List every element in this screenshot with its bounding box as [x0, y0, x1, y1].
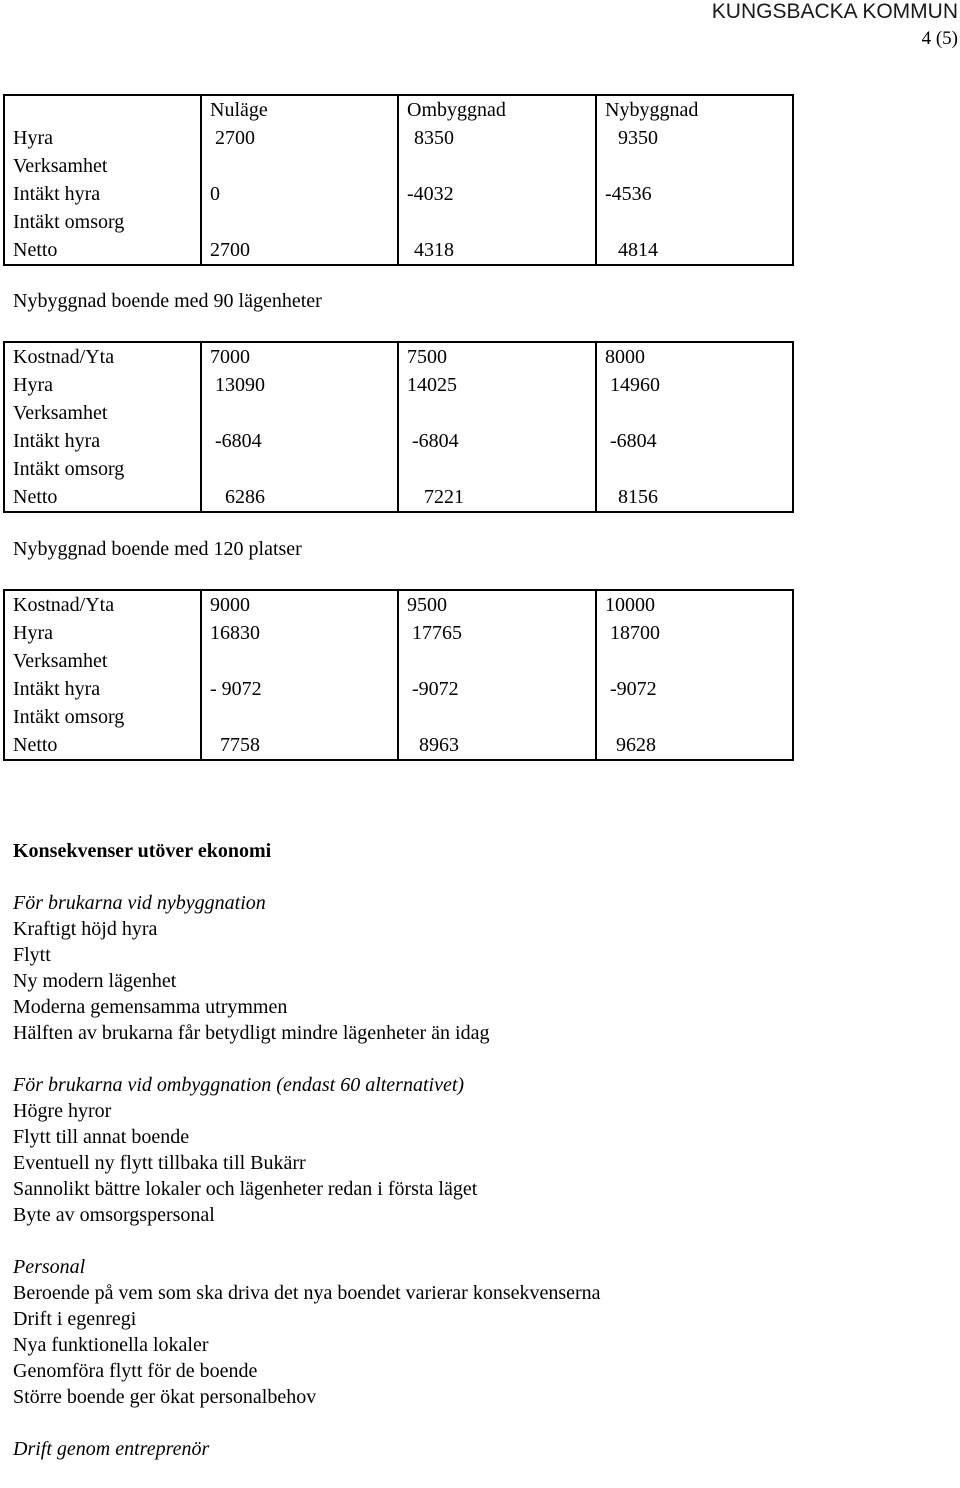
consequence-section: [13, 1072, 943, 1228]
section-title: För brukarna vid ombyggnation (endast 60 alternativet): [13, 1074, 465, 1096]
section-line: Nya funktionella lokaler: [13, 1334, 209, 1356]
value-cell: 6286: [201, 483, 398, 512]
value-cell: [596, 399, 793, 427]
value-cell: 9500: [398, 590, 596, 619]
row-label-cell: Intäkt omsorg: [4, 455, 201, 483]
table-row: [4, 124, 793, 152]
value-cell: -9072: [596, 675, 793, 703]
table-row: [4, 95, 793, 124]
value-cell: [201, 208, 398, 236]
caption-120-places: Nybyggnad boende med 120 platser: [13, 538, 302, 560]
section-line: Kraftigt höjd hyra: [13, 918, 158, 940]
section-title: Personal: [13, 1256, 86, 1278]
value-cell: Ombyggnad: [398, 95, 596, 124]
value-cell: [201, 455, 398, 483]
table-row: [4, 703, 793, 731]
table-row: [4, 455, 793, 483]
value-cell: 7500: [398, 342, 596, 371]
value-cell: 8156: [596, 483, 793, 512]
table-row: [4, 731, 793, 760]
section-line: Eventuell ny flytt tillbaka till Bukärr: [13, 1152, 306, 1174]
consequence-section: [13, 890, 943, 1046]
table-row: [4, 483, 793, 512]
value-cell: 9000: [201, 590, 398, 619]
value-cell: [398, 399, 596, 427]
consequences-text: [13, 838, 943, 1488]
value-cell: -6804: [201, 427, 398, 455]
section-line: Beroende på vem som ska driva det nya boendet varierar konsekvenserna: [13, 1282, 601, 1304]
section-title: Drift genom entreprenör: [13, 1438, 210, 1460]
table-row: [4, 427, 793, 455]
consequence-section: [13, 1254, 943, 1410]
table-row: [4, 236, 793, 265]
cost-table-current: [3, 94, 794, 266]
value-cell: 2700: [201, 124, 398, 152]
section-line: Högre hyror: [13, 1100, 112, 1122]
value-cell: 7000: [201, 342, 398, 371]
cost-table-120-places: [3, 589, 794, 761]
value-cell: [201, 703, 398, 731]
value-cell: [398, 703, 596, 731]
value-cell: -4032: [398, 180, 596, 208]
value-cell: [201, 399, 398, 427]
table-row: [4, 647, 793, 675]
value-cell: 9628: [596, 731, 793, 760]
row-label-cell: Verksamhet: [4, 152, 201, 180]
table-row: [4, 371, 793, 399]
row-label-cell: Intäkt hyra: [4, 675, 201, 703]
value-cell: -9072: [398, 675, 596, 703]
value-cell: 8963: [398, 731, 596, 760]
value-cell: 7758: [201, 731, 398, 760]
value-cell: 13090: [201, 371, 398, 399]
table-row: [4, 152, 793, 180]
table-row: [4, 342, 793, 371]
row-label-cell: Kostnad/Yta: [4, 342, 201, 371]
value-cell: [596, 455, 793, 483]
caption-90-apartments: Nybyggnad boende med 90 lägenheter: [13, 290, 322, 312]
organization-name: KUNGSBACKA KOMMUN: [711, 0, 958, 23]
value-cell: [596, 152, 793, 180]
row-label-cell: Intäkt omsorg: [4, 703, 201, 731]
row-label-cell: Netto: [4, 483, 201, 512]
table-row: [4, 619, 793, 647]
value-cell: 9350: [596, 124, 793, 152]
value-cell: 18700: [596, 619, 793, 647]
section-line: Byte av omsorgspersonal: [13, 1204, 215, 1226]
value-cell: 8000: [596, 342, 793, 371]
value-cell: Nybyggnad: [596, 95, 793, 124]
value-cell: [596, 647, 793, 675]
value-cell: 4318: [398, 236, 596, 265]
section-line: Drift i egenregi: [13, 1308, 137, 1330]
consequence-section: [13, 1436, 943, 1462]
value-cell: - 9072: [201, 675, 398, 703]
section-line: Moderna gemensamma utrymmen: [13, 996, 288, 1018]
value-cell: [398, 208, 596, 236]
cost-table-90-apartments: [3, 341, 794, 513]
table-row: [4, 590, 793, 619]
value-cell: -6804: [596, 427, 793, 455]
value-cell: 7221: [398, 483, 596, 512]
section-line: Flytt: [13, 944, 51, 966]
page-number: 4 (5): [921, 28, 958, 49]
table-row: [4, 208, 793, 236]
value-cell: Nuläge: [201, 95, 398, 124]
value-cell: 14025: [398, 371, 596, 399]
row-label-cell: Netto: [4, 236, 201, 265]
value-cell: [398, 647, 596, 675]
table-row: [4, 675, 793, 703]
table-row: [4, 399, 793, 427]
section-line: Genomföra flytt för de boende: [13, 1360, 258, 1382]
section-line: Sannolikt bättre lokaler och lägenheter redan i första läget: [13, 1178, 478, 1200]
section-line: Hälften av brukarna får betydligt mindre lägenheter än idag: [13, 1022, 490, 1044]
value-cell: 2700: [201, 236, 398, 265]
table-row: [4, 180, 793, 208]
value-cell: 17765: [398, 619, 596, 647]
value-cell: [201, 647, 398, 675]
page-header: [712, 0, 958, 50]
value-cell: 10000: [596, 590, 793, 619]
value-cell: -4536: [596, 180, 793, 208]
row-label-cell: Hyra: [4, 371, 201, 399]
row-label-cell: Netto: [4, 731, 201, 760]
value-cell: -6804: [398, 427, 596, 455]
consequences-sections: [13, 890, 943, 1462]
section-line: Flytt till annat boende: [13, 1126, 190, 1148]
row-label-cell: Intäkt omsorg: [4, 208, 201, 236]
value-cell: [398, 455, 596, 483]
row-label-cell: Intäkt hyra: [4, 180, 201, 208]
row-label-cell: Kostnad/Yta: [4, 590, 201, 619]
value-cell: 8350: [398, 124, 596, 152]
row-label-cell: [4, 95, 201, 124]
row-label-cell: Hyra: [4, 619, 201, 647]
section-line: Större boende ger ökat personalbehov: [13, 1386, 317, 1408]
value-cell: 0: [201, 180, 398, 208]
consequences-heading: Konsekvenser utöver ekonomi: [13, 840, 272, 862]
row-label-cell: Verksamhet: [4, 647, 201, 675]
section-line: Ny modern lägenhet: [13, 970, 177, 992]
row-label-cell: Verksamhet: [4, 399, 201, 427]
value-cell: 14960: [596, 371, 793, 399]
value-cell: [596, 703, 793, 731]
section-title: För brukarna vid nybyggnation: [13, 892, 266, 914]
value-cell: [398, 152, 596, 180]
value-cell: 16830: [201, 619, 398, 647]
value-cell: [201, 152, 398, 180]
value-cell: [596, 208, 793, 236]
row-label-cell: Intäkt hyra: [4, 427, 201, 455]
row-label-cell: Hyra: [4, 124, 201, 152]
value-cell: 4814: [596, 236, 793, 265]
